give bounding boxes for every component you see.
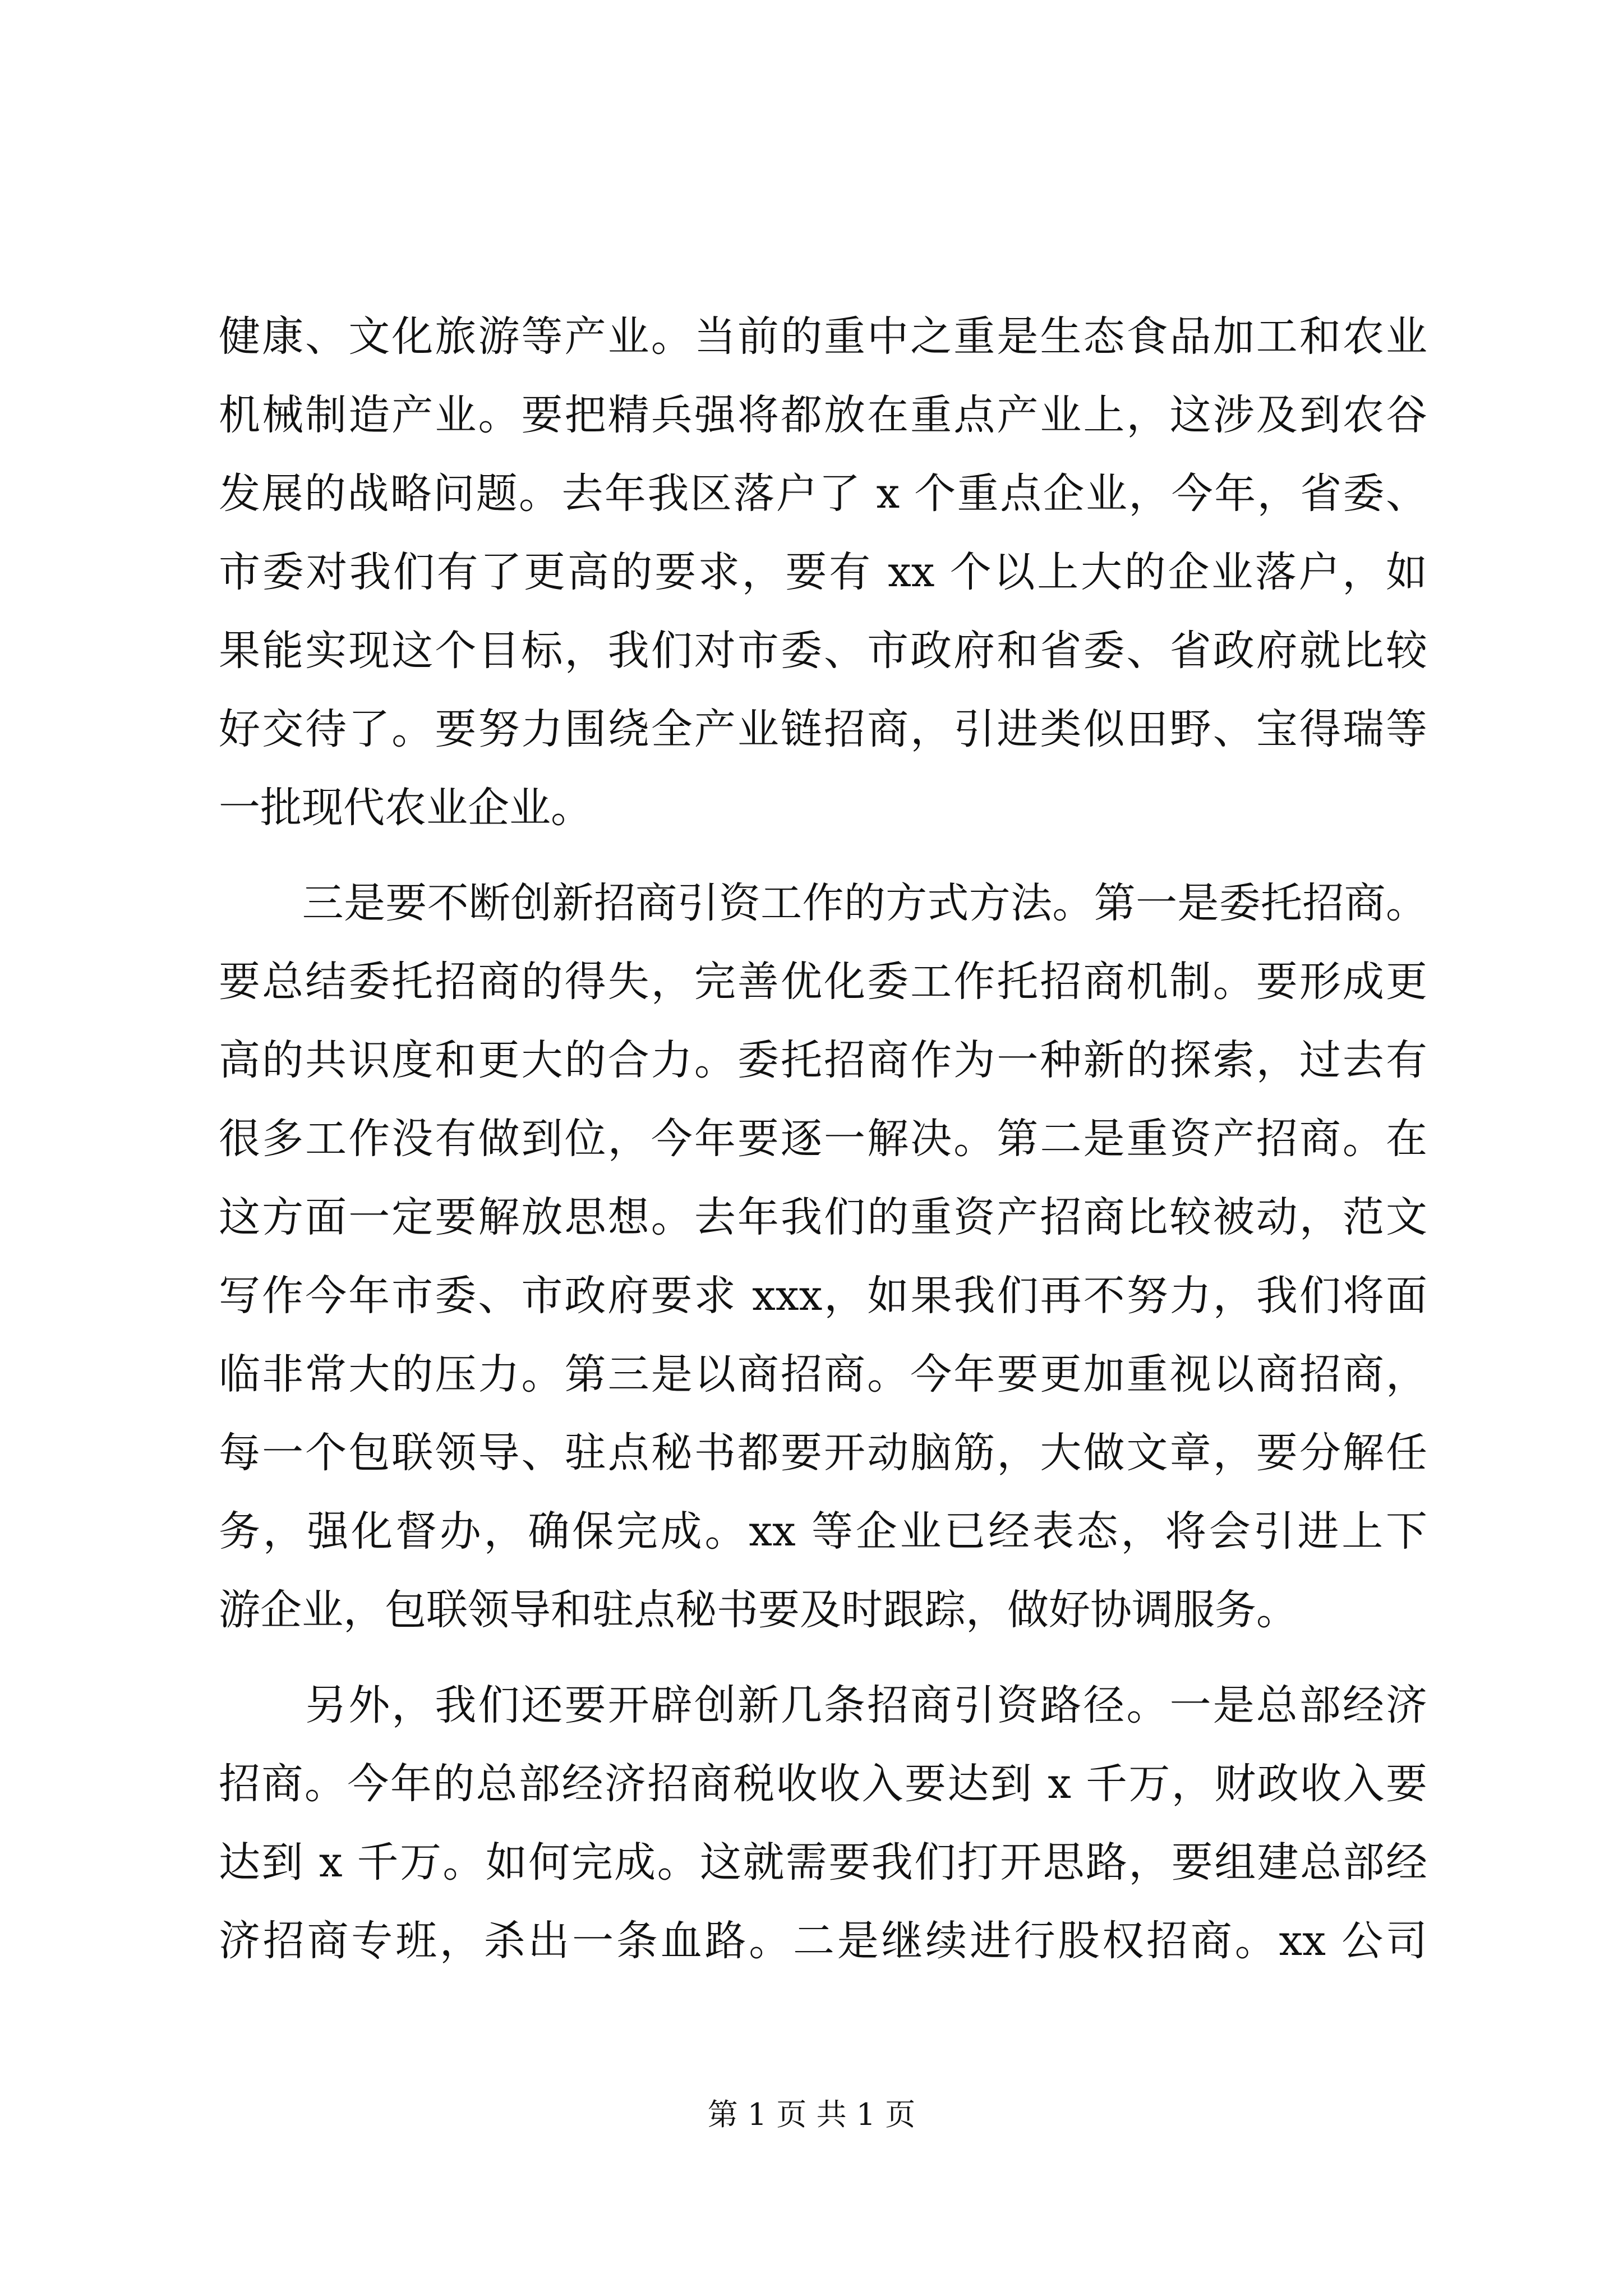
text-line: 三是要不断创新招商引资工作的方式方法。第一是委托招商。 <box>219 879 1427 927</box>
text-line: 好交待了。要努力围绕全产业链招商，引进类似田野、宝得瑞等 <box>219 705 1427 753</box>
text-line: 每一个包联领导、驻点秘书都要开动脑筋，大做文章，要分解任 <box>219 1429 1427 1477</box>
text-line: 一批现代农业企业。 <box>219 784 592 832</box>
paragraph-3 <box>219 1666 1427 1980</box>
text-line: 这方面一定要解放思想。去年我们的重资产招商比较被动，范文 <box>219 1193 1427 1241</box>
text-line: 发展的战略问题。去年我区落户了 x 个重点企业，今年，省委、 <box>219 470 1427 518</box>
paragraph-spacing <box>219 1649 1427 1666</box>
text-line: 果能实现这个目标，我们对市委、市政府和省委、省政府就比较 <box>219 627 1427 675</box>
text-line: 济招商专班，杀出一条血路。二是继续进行股权招商。xx 公司 <box>219 1917 1427 1965</box>
text-line: 务，强化督办，确保完成。xx 等企业已经表态，将会引进上下 <box>219 1507 1427 1556</box>
text-line: 写作今年市委、市政府要求 xxx，如果我们再不努力，我们将面 <box>219 1272 1427 1320</box>
text-line: 很多工作没有做到位，今年要逐一解决。第二是重资产招商。在 <box>219 1115 1427 1163</box>
text-line: 另外，我们还要开辟创新几条招商引资路径。一是总部经济 <box>219 1681 1427 1729</box>
text-line: 市委对我们有了更高的要求，要有 xx 个以上大的企业落户，如 <box>219 548 1427 596</box>
text-line: 高的共识度和更大的合力。委托招商作为一种新的探索，过去有 <box>219 1036 1427 1084</box>
paragraph-2 <box>219 864 1427 1649</box>
text-line: 健康、文化旅游等产业。当前的重中之重是生态食品加工和农业 <box>219 312 1427 361</box>
paragraph-spacing <box>219 847 1427 864</box>
text-line: 达到 x 千万。如何完成。这就需要我们打开思路，要组建总部经 <box>219 1838 1427 1887</box>
page-number: 第 1 页 共 1 页 <box>707 2097 916 2132</box>
text-line: 招商。今年的总部经济招商税收收入要达到 x 千万，财政收入要 <box>219 1760 1427 1808</box>
document-body <box>219 297 1427 1980</box>
text-line: 游企业，包联领导和驻点秘书要及时跟踪，做好协调服务。 <box>219 1586 1298 1634</box>
page-footer <box>0 2095 1623 2134</box>
text-line: 机械制造产业。要把精兵强将都放在重点产业上，这涉及到农谷 <box>219 391 1427 439</box>
text-line: 要总结委托招商的得失，完善优化委工作托招商机制。要形成更 <box>219 958 1427 1006</box>
paragraph-1 <box>219 297 1427 847</box>
text-line: 临非常大的压力。第三是以商招商。今年要更加重视以商招商， <box>219 1350 1427 1398</box>
